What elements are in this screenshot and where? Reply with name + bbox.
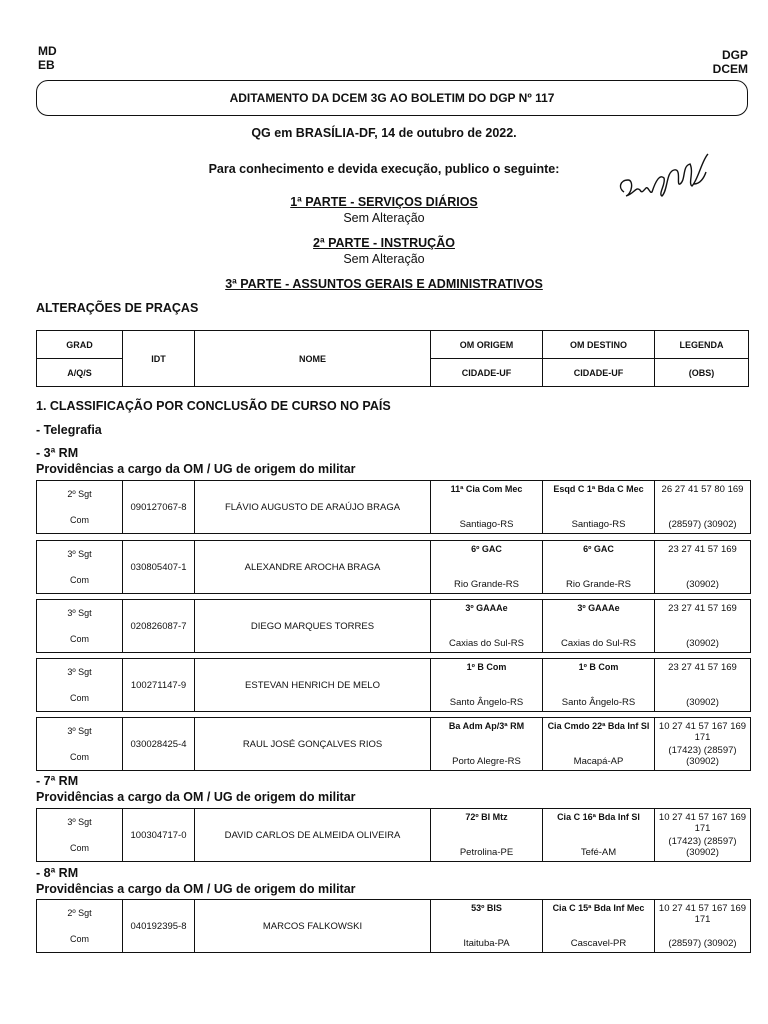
nome-cell: MARCOS FALKOWSKI <box>195 900 431 953</box>
header-om-destino: OM DESTINO <box>543 331 655 359</box>
header-right-line-2: DCEM <box>712 62 748 76</box>
om-destino-cell: Esqd C 1ª Bda C Mec <box>553 484 644 494</box>
header-right-line-1: DGP <box>721 48 748 62</box>
om-destino-cell: Cia C 16ª Bda Inf Sl <box>557 812 640 822</box>
legenda-cell: 26 27 41 57 80 169 <box>661 484 744 495</box>
grad-cell: 2º Sgt <box>67 489 92 499</box>
personnel-row <box>36 540 751 594</box>
legenda-cell: 10 27 41 57 167 169 171 <box>658 721 747 743</box>
group-providencias: Providências a cargo da OM / UG de origem do militar <box>36 790 356 804</box>
header-idt: IDT <box>123 331 195 387</box>
handwritten-signature <box>616 150 726 220</box>
qual-cell: Com <box>69 693 89 703</box>
nome-cell: DAVID CARLOS DE ALMEIDA OLIVEIRA <box>195 809 431 862</box>
cidade-destino-cell: Rio Grande-RS <box>566 579 631 590</box>
cidade-destino-cell: Macapá-AP <box>573 756 624 767</box>
cidade-destino-cell: Santo Ângelo-RS <box>561 697 636 708</box>
cidade-origem-cell: Santo Ângelo-RS <box>449 697 524 708</box>
idt-cell: 030805407-1 <box>123 541 195 594</box>
idt-cell: 040192395-8 <box>123 900 195 953</box>
obs-cell: (30902) <box>686 579 719 590</box>
om-origem-cell: 72º BI Mtz <box>465 812 508 822</box>
om-destino-cell: Cia Cmdo 22ª Bda Inf Sl <box>547 721 650 731</box>
om-origem-cell: 6º GAC <box>471 544 502 554</box>
document-title-box <box>36 80 748 116</box>
part-1-title: 1ª PARTE - SERVIÇOS DIÁRIOS <box>290 195 478 209</box>
part-1-subtitle: Sem Alteração <box>343 211 425 225</box>
cidade-origem-cell: Caxias do Sul-RS <box>449 638 524 649</box>
qual-cell: Com <box>69 634 89 644</box>
nome-cell: FLÁVIO AUGUSTO DE ARAÚJO BRAGA <box>195 481 431 534</box>
grad-cell: 3º Sgt <box>67 667 92 677</box>
document-title: ADITAMENTO DA DCEM 3G AO BOLETIM DO DGP Nº 117 <box>229 91 555 105</box>
qual-cell: Com <box>69 752 89 762</box>
grad-cell: 3º Sgt <box>67 549 92 559</box>
nome-cell: RAUL JOSÉ GONÇALVES RIOS <box>195 718 431 771</box>
om-destino-cell: 3º GAAAe <box>577 603 620 613</box>
nome-cell: ESTEVAN HENRICH DE MELO <box>195 659 431 712</box>
part-2-subtitle: Sem Alteração <box>343 252 425 266</box>
group-rm-label: - 3ª RM <box>36 446 79 460</box>
group-rm-label: - 7ª RM <box>36 774 79 788</box>
legenda-cell: 10 27 41 57 167 169 171 <box>658 812 747 834</box>
grad-cell: 3º Sgt <box>67 817 92 827</box>
obs-cell: (28597) (30902) <box>668 519 737 530</box>
personnel-row <box>36 658 751 712</box>
idt-cell: 020826087-7 <box>123 600 195 653</box>
om-origem-cell: 11ª Cia Com Mec <box>450 484 523 494</box>
part-2-title: 2ª PARTE - INSTRUÇÃO <box>313 236 455 250</box>
grad-cell: 3º Sgt <box>67 608 92 618</box>
header-cidade-destino: CIDADE-UF <box>543 359 655 387</box>
cidade-origem-cell: Rio Grande-RS <box>454 579 519 590</box>
header-left <box>38 44 57 72</box>
qual-cell: Com <box>69 515 89 525</box>
group-providencias: Providências a cargo da OM / UG de origem do militar <box>36 462 356 476</box>
qual-cell: Com <box>69 843 89 853</box>
group-rm-label: - 8ª RM <box>36 866 79 880</box>
idt-cell: 090127067-8 <box>123 481 195 534</box>
cidade-origem-cell: Petrolina-PE <box>459 847 514 858</box>
header-om-origem: OM ORIGEM <box>431 331 543 359</box>
item-1-subtitle: - Telegrafia <box>36 423 102 437</box>
item-1-title: 1. CLASSIFICAÇÃO POR CONCLUSÃO DE CURSO NO PAÍS <box>36 399 391 413</box>
cidade-origem-cell: Itaituba-PA <box>463 938 510 949</box>
legenda-cell: 23 27 41 57 169 <box>668 544 737 555</box>
header-legenda: LEGENDA <box>655 331 749 359</box>
nome-cell: ALEXANDRE AROCHA BRAGA <box>195 541 431 594</box>
intro-text: Para conhecimento e devida execução, publico o seguinte: <box>208 162 560 176</box>
header-cidade-origem: CIDADE-UF <box>431 359 543 387</box>
obs-cell: (30902) <box>686 697 719 708</box>
om-origem-cell: Ba Adm Ap/3ª RM <box>448 721 525 731</box>
legenda-cell: 10 27 41 57 167 169 171 <box>658 903 747 925</box>
obs-cell: (28597) (30902) <box>668 938 737 949</box>
obs-cell: (30902) <box>686 638 719 649</box>
cidade-origem-cell: Porto Alegre-RS <box>452 756 521 767</box>
legenda-cell: 23 27 41 57 169 <box>668 662 737 673</box>
legend-header-table <box>36 330 749 387</box>
om-destino-cell: 6º GAC <box>583 544 614 554</box>
cidade-destino-cell: Cascavel-PR <box>570 938 627 949</box>
header-left-line-2: EB <box>38 58 55 72</box>
idt-cell: 100271147-9 <box>123 659 195 712</box>
personnel-row <box>36 899 751 953</box>
personnel-row <box>36 717 751 771</box>
obs-cell: (17423) (28597) (30902) <box>668 836 737 858</box>
cidade-destino-cell: Santiago-RS <box>571 519 626 530</box>
header-grad: GRAD <box>37 331 123 359</box>
personnel-row <box>36 599 751 653</box>
om-destino-cell: 1º B Com <box>578 662 619 672</box>
grad-cell: 3º Sgt <box>67 726 92 736</box>
cidade-origem-cell: Santiago-RS <box>459 519 514 530</box>
om-destino-cell: Cia C 15ª Bda Inf Mec <box>552 903 645 913</box>
om-origem-cell: 3º GAAAe <box>465 603 508 613</box>
cidade-destino-cell: Caxias do Sul-RS <box>561 638 636 649</box>
grad-cell: 2º Sgt <box>67 908 92 918</box>
header-left-line-1: MD <box>38 44 57 58</box>
personnel-row <box>36 808 751 862</box>
part-3-title: 3ª PARTE - ASSUNTOS GERAIS E ADMINISTRATIVOS <box>225 277 543 291</box>
qual-cell: Com <box>69 934 89 944</box>
section-title: ALTERAÇÕES DE PRAÇAS <box>36 301 199 315</box>
obs-cell: (17423) (28597) (30902) <box>668 745 737 767</box>
om-origem-cell: 53º BIS <box>471 903 502 913</box>
group-providencias: Providências a cargo da OM / UG de origem do militar <box>36 882 356 896</box>
idt-cell: 100304717-0 <box>123 809 195 862</box>
om-origem-cell: 1º B Com <box>466 662 507 672</box>
header-right <box>713 48 748 76</box>
idt-cell: 030028425-4 <box>123 718 195 771</box>
legenda-cell: 23 27 41 57 169 <box>668 603 737 614</box>
nome-cell: DIEGO MARQUES TORRES <box>195 600 431 653</box>
qual-cell: Com <box>69 575 89 585</box>
place-date: QG em BRASÍLIA-DF, 14 de outubro de 2022. <box>251 126 517 140</box>
header-nome: NOME <box>195 331 431 387</box>
cidade-destino-cell: Tefé-AM <box>580 847 617 858</box>
header-aqs: A/Q/S <box>37 359 123 387</box>
personnel-row <box>36 480 751 534</box>
header-obs: (OBS) <box>655 359 749 387</box>
